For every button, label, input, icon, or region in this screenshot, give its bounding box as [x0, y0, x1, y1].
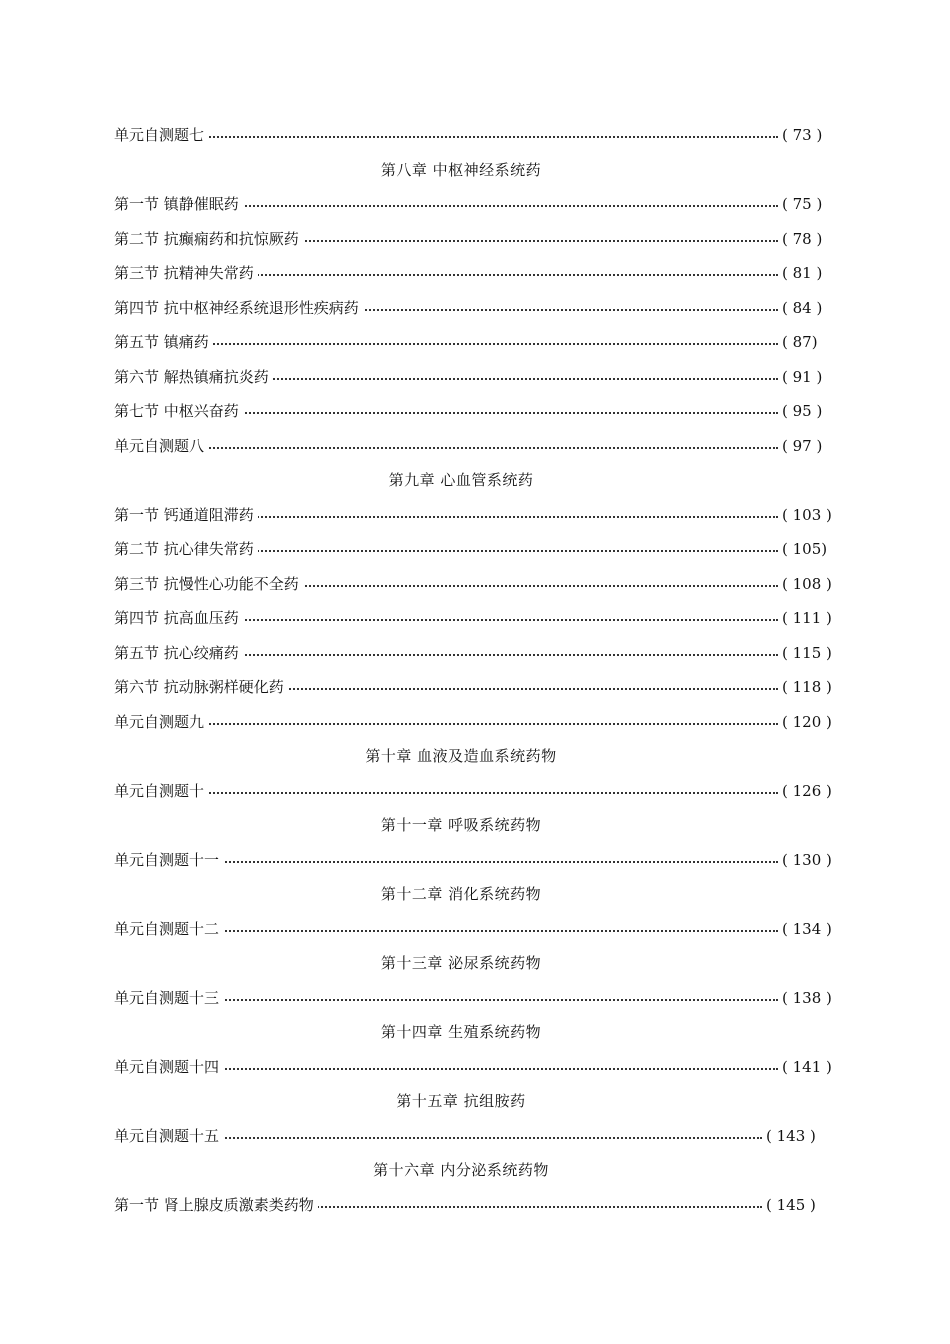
chapter-title: 第九章 心血管系统药	[388, 471, 534, 489]
entry-label: 单元自测题十	[114, 774, 208, 809]
dot-leader	[114, 792, 778, 794]
entry-label: 第七节 中枢兴奋药	[114, 394, 243, 429]
toc-entry[interactable]	[0, 325, 950, 360]
chapter-heading	[0, 739, 950, 774]
entry-label: 第四节 抗中枢神经系统退形性疾病药	[114, 291, 363, 326]
entry-label: 第一节 肾上腺皮质激素类药物	[114, 1188, 318, 1223]
toc-entry[interactable]	[0, 1188, 950, 1223]
toc-entry[interactable]	[0, 256, 950, 291]
toc-entry[interactable]	[0, 532, 950, 567]
toc-entry[interactable]	[0, 670, 950, 705]
toc-entry[interactable]	[0, 429, 950, 464]
page-number: ( 111 )	[780, 601, 834, 636]
page-number: ( 73 )	[780, 118, 834, 153]
entry-label: 第三节 抗慢性心功能不全药	[114, 567, 303, 602]
chapter-title: 第十六章 内分泌系统药物	[373, 1161, 549, 1179]
chapter-heading	[0, 1084, 950, 1119]
toc-entry[interactable]	[0, 498, 950, 533]
table-of-contents	[0, 118, 950, 1222]
toc-entry[interactable]	[0, 1119, 950, 1154]
entry-label: 单元自测题八	[114, 429, 208, 464]
chapter-heading	[0, 1153, 950, 1188]
page-number: ( 145 )	[764, 1188, 818, 1223]
entry-label: 第三节 抗精神失常药	[114, 256, 258, 291]
page-number: ( 134 )	[780, 912, 834, 947]
chapter-heading	[0, 463, 950, 498]
page-number: ( 81 )	[780, 256, 834, 291]
entry-label: 第五节 抗心绞痛药	[114, 636, 243, 671]
dot-leader	[114, 723, 778, 725]
chapter-title: 第十四章 生殖系统药物	[380, 1023, 542, 1041]
chapter-title: 第八章 中枢神经系统药	[380, 160, 542, 179]
toc-entry[interactable]	[0, 394, 950, 429]
chapter-title: 第十二章 消化系统药物	[380, 885, 542, 903]
toc-entry[interactable]	[0, 705, 950, 740]
dot-leader	[114, 343, 778, 345]
toc-entry[interactable]	[0, 981, 950, 1016]
entry-label: 第六节 抗动脉粥样硬化药	[114, 670, 288, 705]
page-number: ( 75 )	[780, 187, 834, 222]
chapter-heading	[0, 877, 950, 912]
entry-label: 第一节 镇静催眠药	[114, 187, 243, 222]
toc-entry[interactable]	[0, 567, 950, 602]
entry-label: 单元自测题十一	[114, 843, 223, 878]
entry-label: 第二节 抗心律失常药	[114, 532, 258, 567]
page-number: ( 141 )	[780, 1050, 834, 1085]
toc-entry[interactable]	[0, 843, 950, 878]
page-number: ( 91 )	[780, 360, 834, 395]
chapter-title: 第十章 血液及造血系统药物	[365, 747, 557, 765]
toc-entry[interactable]	[0, 1050, 950, 1085]
toc-entry[interactable]	[0, 601, 950, 636]
page-number: ( 126 )	[780, 774, 834, 809]
entry-label: 第六节 解热镇痛抗炎药	[114, 360, 273, 395]
chapter-heading	[0, 153, 950, 188]
entry-label: 单元自测题十四	[114, 1050, 223, 1085]
chapter-heading	[0, 946, 950, 981]
entry-label: 单元自测题十二	[114, 912, 223, 947]
dot-leader	[114, 447, 778, 449]
chapter-heading	[0, 1015, 950, 1050]
entry-label: 第二节 抗癫痫药和抗惊厥药	[114, 222, 303, 257]
entry-label: 单元自测题七	[114, 118, 208, 153]
toc-entry[interactable]	[0, 636, 950, 671]
page-number: ( 97 )	[780, 429, 834, 464]
dot-leader	[114, 136, 778, 138]
toc-entry[interactable]	[0, 187, 950, 222]
entry-label: 第五节 镇痛药	[114, 325, 213, 360]
chapter-heading	[0, 808, 950, 843]
page-number: ( 78 )	[780, 222, 834, 257]
chapter-title: 第十三章 泌尿系统药物	[380, 954, 542, 972]
toc-entry[interactable]	[0, 222, 950, 257]
toc-entry[interactable]	[0, 291, 950, 326]
entry-label: 第一节 钙通道阻滞药	[114, 498, 258, 533]
toc-entry[interactable]	[0, 360, 950, 395]
entry-label: 单元自测题十三	[114, 981, 223, 1016]
page-number: ( 118 )	[780, 670, 834, 705]
page-number: ( 103 )	[780, 498, 834, 533]
page-number: ( 105)	[780, 532, 834, 567]
page-number: ( 87)	[780, 325, 834, 360]
page-number: ( 130 )	[780, 843, 834, 878]
toc-entry[interactable]	[0, 912, 950, 947]
entry-label: 单元自测题十五	[114, 1119, 223, 1154]
entry-label: 第四节 抗高血压药	[114, 601, 243, 636]
page-number: ( 84 )	[780, 291, 834, 326]
page-number: ( 120 )	[780, 705, 834, 740]
page-number: ( 143 )	[764, 1119, 818, 1154]
page-number: ( 115 )	[780, 636, 834, 671]
entry-label: 单元自测题九	[114, 705, 208, 740]
page-number: ( 95 )	[780, 394, 834, 429]
page-number: ( 108 )	[780, 567, 834, 602]
page-number: ( 138 )	[780, 981, 834, 1016]
chapter-title: 第十一章 呼吸系统药物	[380, 816, 542, 834]
chapter-title: 第十五章 抗组胺药	[396, 1092, 526, 1110]
toc-entry[interactable]	[0, 118, 950, 153]
toc-entry[interactable]	[0, 774, 950, 809]
